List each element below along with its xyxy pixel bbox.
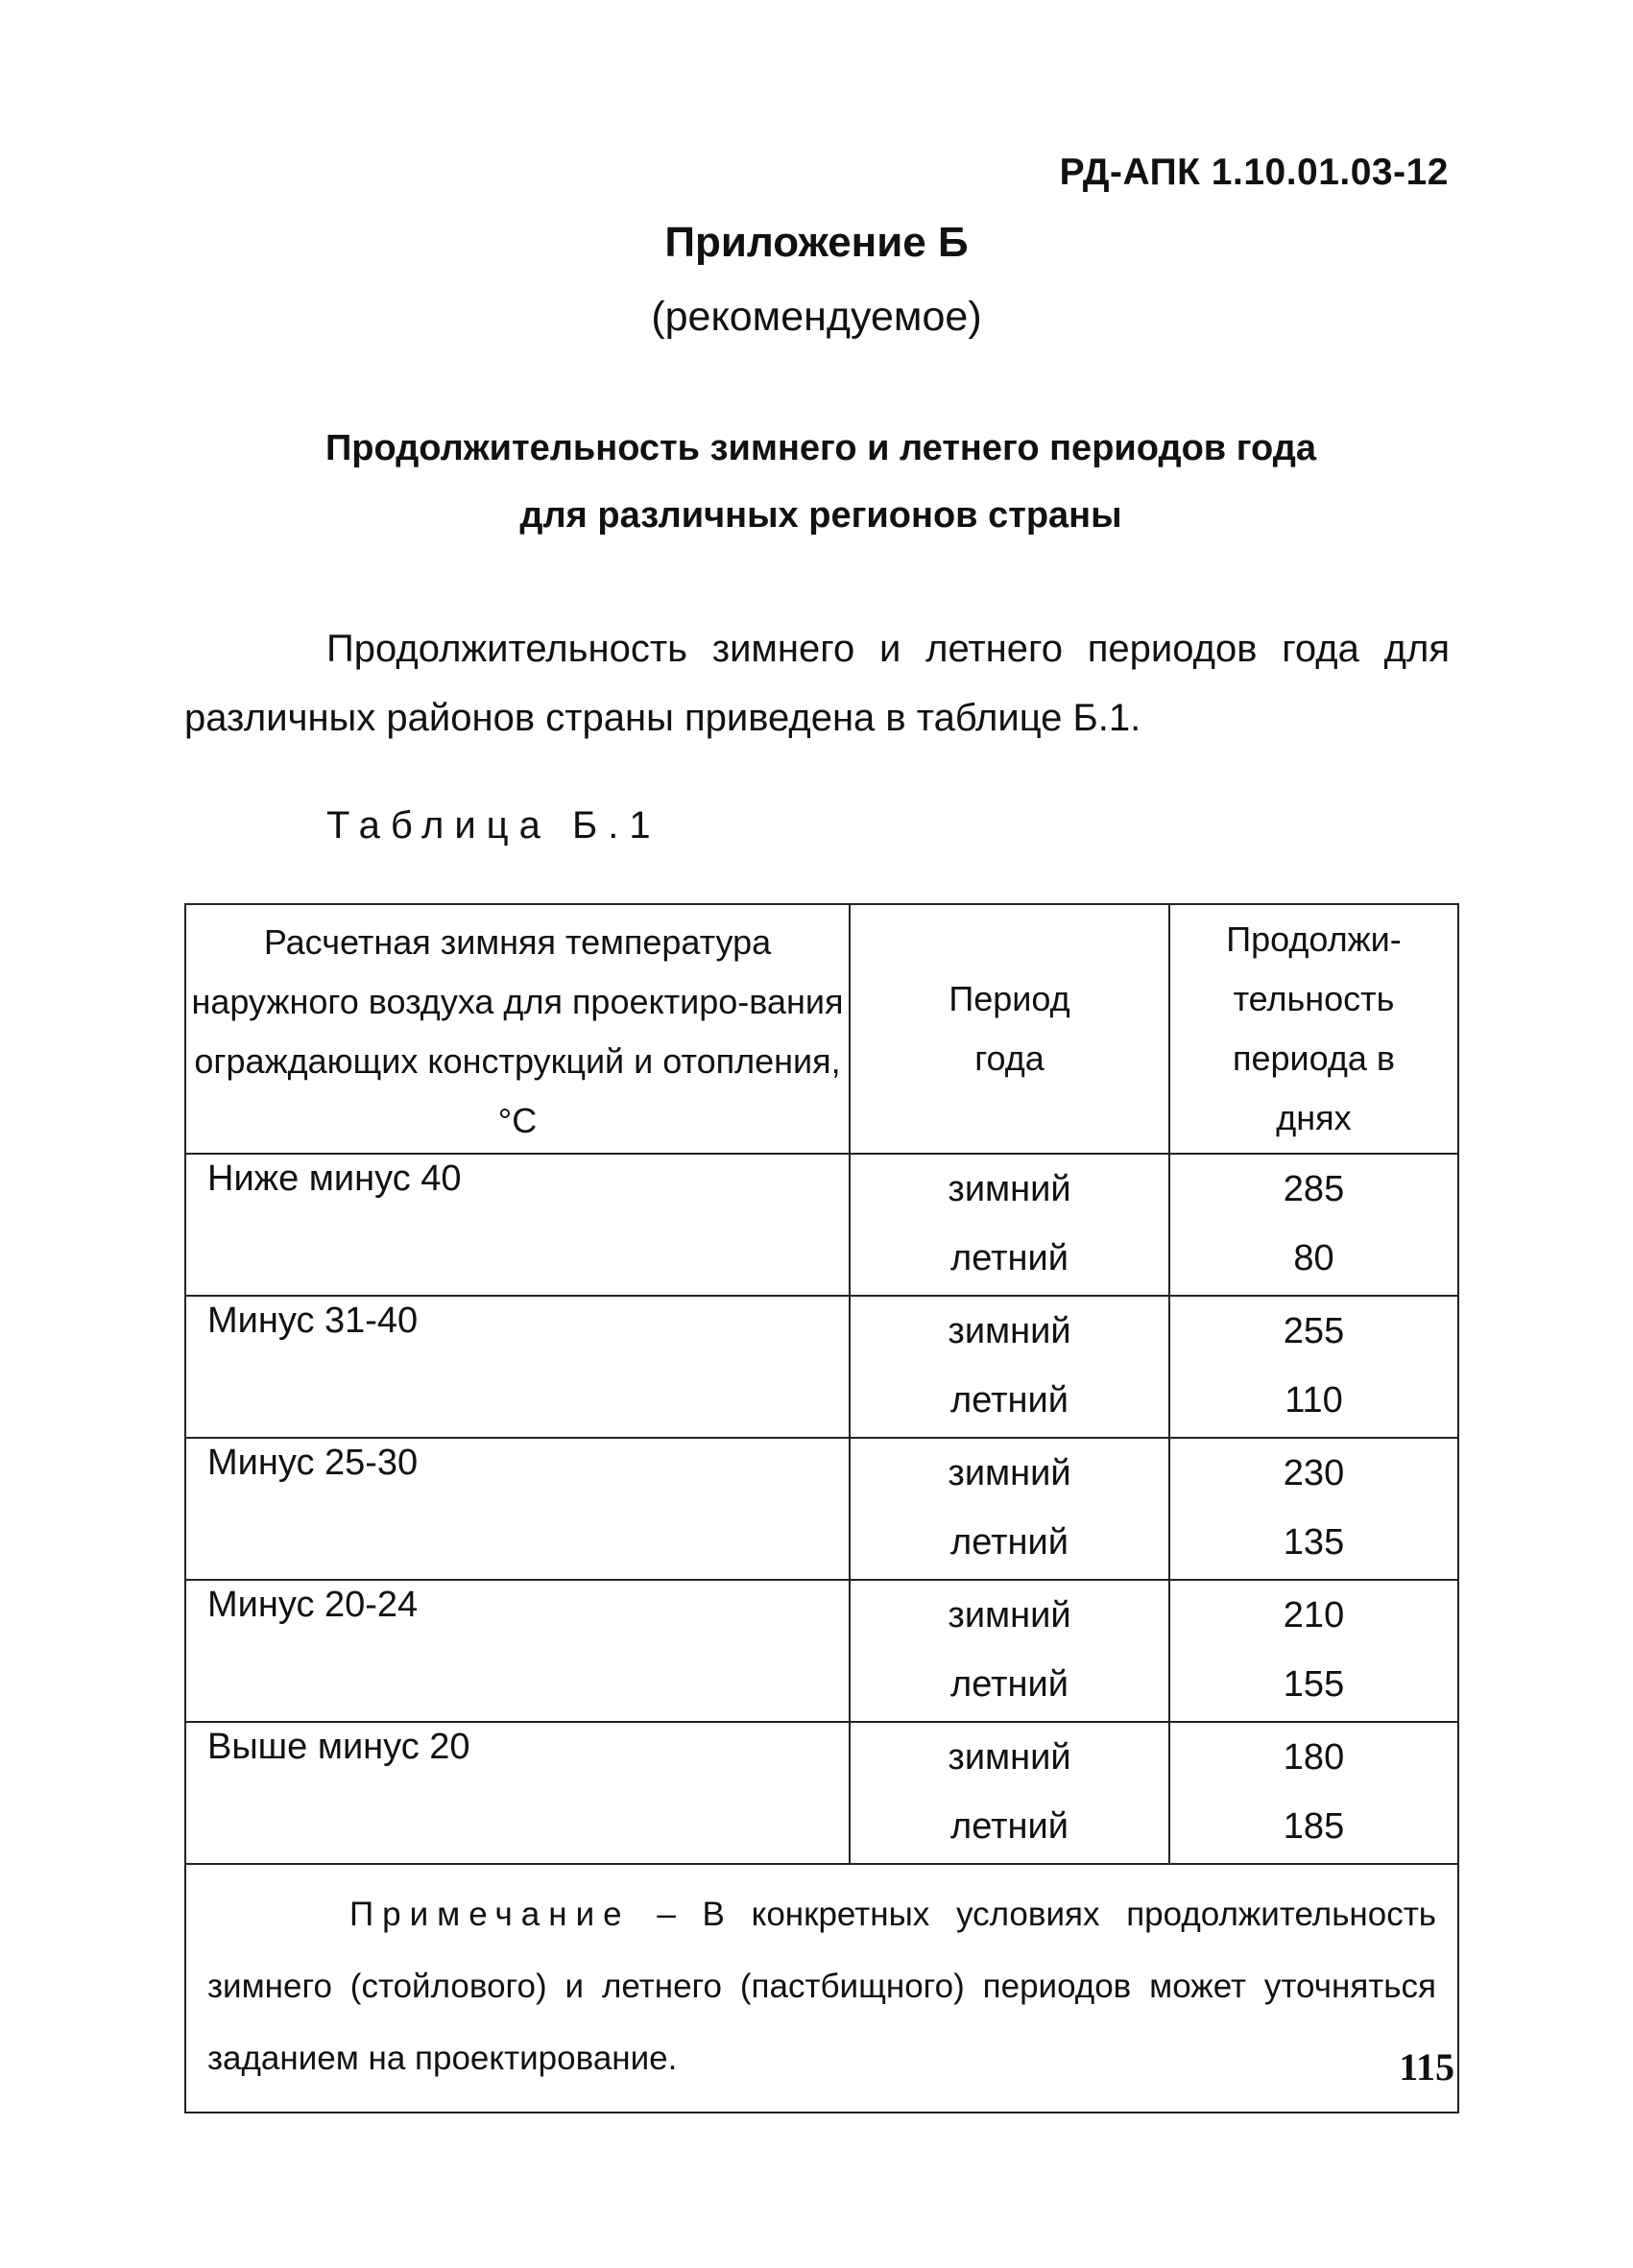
table-row — [185, 1438, 1458, 1580]
table-header-row — [185, 904, 1458, 1154]
duration-summer: 135 — [1283, 1522, 1345, 1563]
duration-cell — [1169, 1154, 1458, 1296]
table-note-row — [185, 1864, 1458, 2113]
header-duration: Продолжи-тельность периода в днях — [1169, 904, 1458, 1154]
document-code: РД-АПК 1.10.01.03-12 — [1059, 152, 1449, 193]
duration-cell — [1169, 1722, 1458, 1864]
duration-table — [184, 903, 1459, 2113]
table-caption: Таблица Б.1 — [326, 804, 661, 847]
duration-winter: 210 — [1283, 1595, 1345, 1635]
table-note — [185, 1864, 1458, 2113]
period-summer: летний — [950, 1380, 1069, 1420]
header-temperature: Расчетная зимняя температура наружного воздуха для проектиро-вания ограждающих конструкций и отопления, °С — [185, 904, 850, 1154]
section-heading — [192, 415, 1450, 549]
table-row — [185, 1580, 1458, 1722]
period-winter: зимний — [948, 1169, 1071, 1209]
note-text: – В конкретных условиях продолжительность зимнего (стойлового) и летнего (пастбищного) периодов может уточняться заданием на проектирование. — [207, 1896, 1436, 2077]
appendix-subtitle: (рекомендуемое) — [651, 294, 982, 340]
duration-summer: 110 — [1285, 1380, 1343, 1420]
appendix-title: Приложение Б — [664, 219, 969, 266]
period-winter: зимний — [948, 1595, 1071, 1635]
duration-winter: 285 — [1283, 1169, 1345, 1209]
temperature-cell: Выше минус 20 — [185, 1722, 850, 1864]
section-heading-line-2: для различных регионов страны — [519, 495, 1122, 536]
period-winter: зимний — [948, 1311, 1071, 1351]
intro-paragraph: Продолжительность зимнего и летнего периодов года для различных районов страны приведена в таблице Б.1. — [184, 628, 1450, 739]
period-cell — [850, 1296, 1169, 1438]
period-cell — [850, 1580, 1169, 1722]
duration-summer: 185 — [1283, 1806, 1345, 1847]
header-period: Период года — [850, 904, 1169, 1154]
table-row — [185, 1154, 1458, 1296]
temperature-cell: Ниже минус 40 — [185, 1154, 850, 1296]
table-row — [185, 1296, 1458, 1438]
temperature-cell: Минус 25-30 — [185, 1438, 850, 1580]
temperature-cell: Минус 20-24 — [185, 1580, 850, 1722]
period-summer: летний — [950, 1664, 1069, 1705]
period-winter: зимний — [948, 1453, 1071, 1493]
period-summer: летний — [950, 1806, 1069, 1847]
duration-cell — [1169, 1296, 1458, 1438]
period-winter: зимний — [948, 1737, 1071, 1778]
duration-winter: 180 — [1283, 1737, 1345, 1778]
note-label: Примечание — [349, 1896, 631, 1933]
period-cell — [850, 1154, 1169, 1296]
duration-summer: 155 — [1283, 1664, 1345, 1705]
duration-cell — [1169, 1580, 1458, 1722]
table-row — [185, 1722, 1458, 1864]
temperature-cell: Минус 31-40 — [185, 1296, 850, 1438]
duration-winter: 255 — [1283, 1311, 1345, 1351]
period-cell — [850, 1438, 1169, 1580]
section-heading-line-1: Продолжительность зимнего и летнего периодов года — [324, 428, 1317, 468]
period-summer: летний — [950, 1522, 1069, 1563]
period-summer: летний — [950, 1238, 1069, 1278]
duration-cell — [1169, 1438, 1458, 1580]
duration-winter: 230 — [1283, 1453, 1345, 1493]
period-cell — [850, 1722, 1169, 1864]
duration-summer: 80 — [1293, 1238, 1334, 1278]
page-number: 115 — [1399, 2045, 1454, 2089]
